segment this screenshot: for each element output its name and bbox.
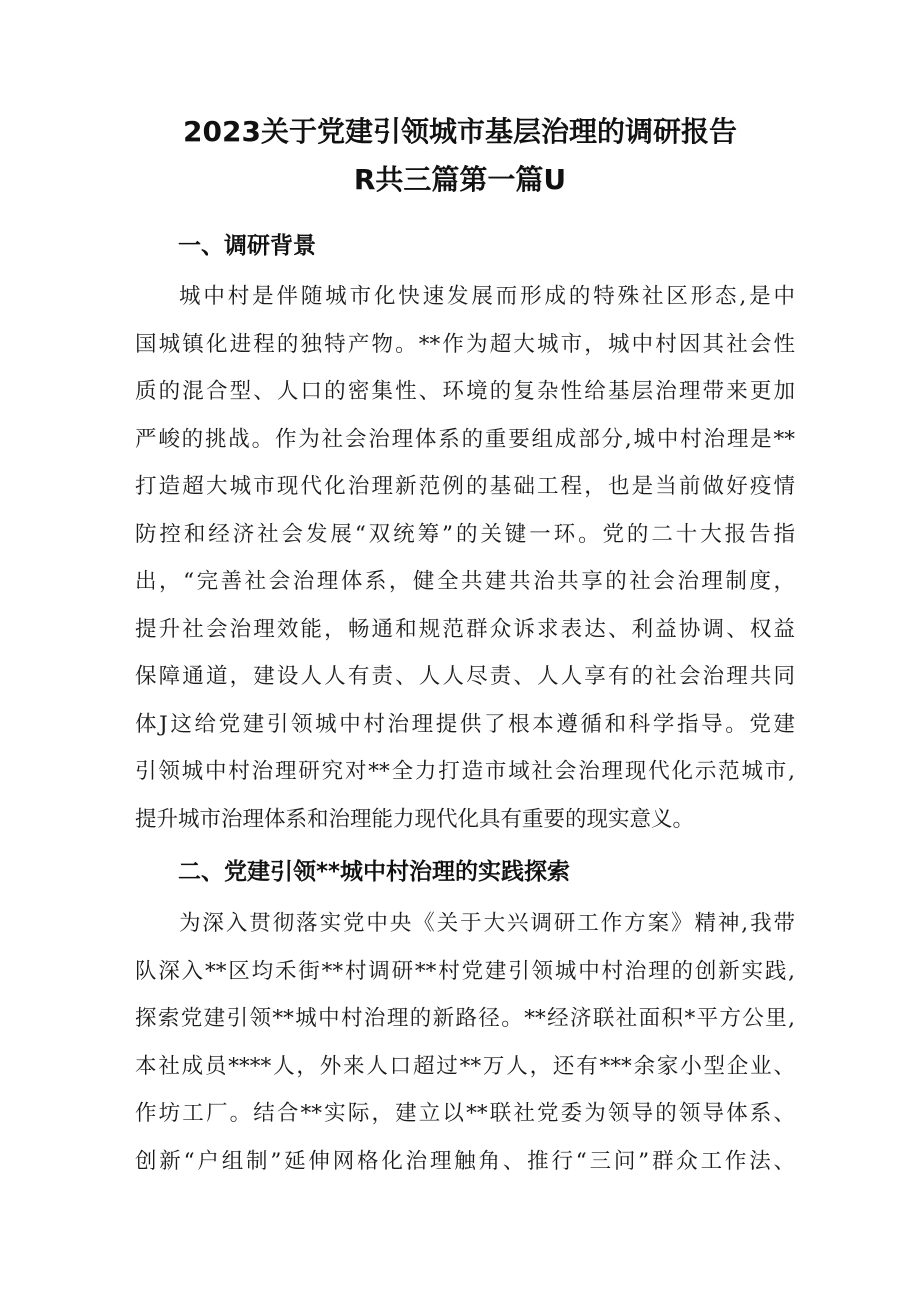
text-line: 国城镇化进程的独特产物。**作为超大城市，城中村因其社会性 (135, 331, 795, 357)
text-line: 严峻的挑战。作为社会治理体系的重要组成部分,城中村治理是** (135, 426, 795, 452)
text-line: 引领城中村治理研究对**全力打造市域社会治理现代化示范城市, (135, 759, 795, 784)
text-line: 作坊工厂。结合**实际，建立以**联社党委为领导的领导体系、 (135, 1101, 795, 1126)
section-body-background (135, 273, 795, 843)
document-title: 2023关于党建引领城市基层治理的调研报告 (183, 115, 737, 148)
section-body-practice (135, 900, 795, 1185)
document-subtitle: R共三篇第一篇U (353, 163, 567, 196)
text-line: 创新“户组制”延伸网格化治理触角、推行“三问”群众工作法、 (135, 1148, 795, 1174)
text-line: 打造超大城市现代化治理新范例的基础工程，也是当前做好疫情 (135, 474, 795, 499)
text-line: 提升社会治理效能，畅通和规范群众诉求表达、利益协调、权益 (135, 616, 795, 642)
section-heading-background: 一、调研背景 (178, 233, 316, 259)
text-line: 体J这给党建引领城中村治理提供了根本遵循和科学指导。党建 (135, 711, 795, 737)
text-line: 防控和经济社会发展“双统筹”的关键一环。党的二十大报告指 (135, 521, 795, 547)
text-line: 质的混合型、人口的密集性、环境的复杂性给基层治理带来更加 (135, 379, 795, 404)
text-line: 探索党建引领**城中村治理的新路径。**经济联社面积*平方公里, (135, 1006, 795, 1031)
text-line: 为深入贯彻落实党中央《关于大兴调研工作方案》精神,我带 (179, 911, 795, 936)
text-line: 保障通道，建设人人有责、人人尽责、人人享有的社会治理共同 (135, 664, 795, 689)
section-heading-practice: 二、党建引领**城中村治理的实践探索 (178, 859, 571, 885)
text-line: 出，“完善社会治理体系，健全共建共治共享的社会治理制度， (135, 569, 795, 594)
text-line: 城中村是伴随城市化快速发展而形成的特殊社区形态,是中 (179, 284, 795, 309)
text-line: 提升城市治理体系和治理能力现代化具有重要的现实意义。 (135, 806, 695, 832)
text-line: 队深入**区均禾街**村调研**村党建引领城中村治理的创新实践, (135, 958, 795, 984)
text-line: 本社成员****人，外来人口超过**万人，还有***余家小型企业、 (135, 1053, 795, 1079)
